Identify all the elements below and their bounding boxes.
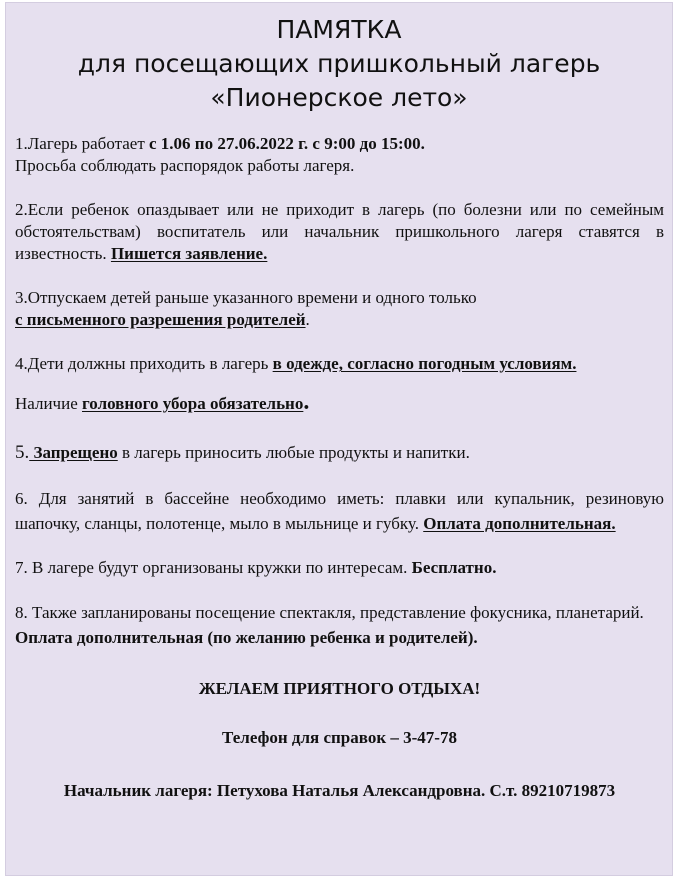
item-7-emphasis: Бесплатно.: [411, 558, 497, 577]
item-4-text: 4.Дети должны приходить в лагерь: [15, 354, 273, 373]
item-7-text: 7. В лагере будут организованы кружки по интересам.: [15, 558, 412, 577]
item-4: [15, 353, 664, 375]
footer-phone: Телефон для справок – 3-47-78: [222, 728, 457, 747]
memo-body: [15, 133, 664, 802]
item-3-end: .: [305, 310, 310, 329]
footer-camp-head: Начальник лагеря: Петухова Наталья Александровна. С.т. 89210719873: [63, 781, 616, 800]
title-subheading: для посещающих пришкольный лагерь: [77, 49, 601, 78]
item-8-text: 8. Также запланированы посещение спектакля, представление фокусника, планетарий.: [15, 603, 644, 622]
item-6: [15, 486, 664, 536]
item-8-emphasis: Оплата дополнительная (по желанию ребенка и родителей).: [15, 628, 478, 647]
item-4-emphasis: в одежде, согласно погодным условиям.: [272, 354, 577, 373]
memo-title: [6, 13, 672, 115]
item-2-emphasis: Пишется заявление.: [110, 244, 268, 263]
item-2: [15, 199, 664, 265]
item-6-emphasis: Оплата дополнительная.: [423, 514, 616, 533]
item-5: [15, 442, 664, 464]
item-3: [15, 287, 664, 331]
footer-wish: ЖЕЛАЕМ ПРИЯТНОГО ОТДЫХА!: [198, 679, 481, 698]
item-1-note: Просьба соблюдать распорядок работы лагеря.: [15, 156, 355, 175]
memo-page: [5, 2, 673, 876]
title-camp-name: «Пионерское лето»: [210, 83, 468, 112]
item-6-text: 6. Для занятий в бассейне необходимо иметь: плавки или купальник, резиновую шапочку, сланцы, полотенце, мыло в мыльнице и губку.: [15, 489, 664, 533]
item-5-number: 5.: [15, 442, 30, 463]
item-1: [15, 133, 664, 177]
item-7: [15, 557, 664, 579]
item-1-dates: с 1.06 по 27.06.2022 г. с 9:00 до 15:00.: [149, 134, 425, 153]
item-5-text: в лагерь приносить любые продукты и напитки.: [117, 443, 470, 462]
title-heading: ПАМЯТКА: [276, 15, 402, 44]
item-2-text: 2.Если ребенок опаздывает или не приходит в лагерь (по болезни или по семейным обстоятельствам) воспитатель или начальник пришкольного лагеря ставятся в известность.: [15, 200, 664, 263]
item-3-text: 3.Отпускаем детей раньше указанного времени и одного только: [15, 288, 477, 307]
item-8: [15, 600, 664, 650]
item-5-emphasis: Запрещено: [29, 443, 118, 462]
item-4-headwear: [15, 389, 664, 415]
item-1-text: 1.Лагерь работает: [15, 134, 149, 153]
headwear-dot: .: [303, 389, 310, 415]
headwear-text: Наличие: [15, 394, 82, 413]
headwear-emphasis: головного убора обязательно: [82, 394, 304, 413]
item-3-emphasis: с письменного разрешения родителей: [15, 310, 306, 329]
